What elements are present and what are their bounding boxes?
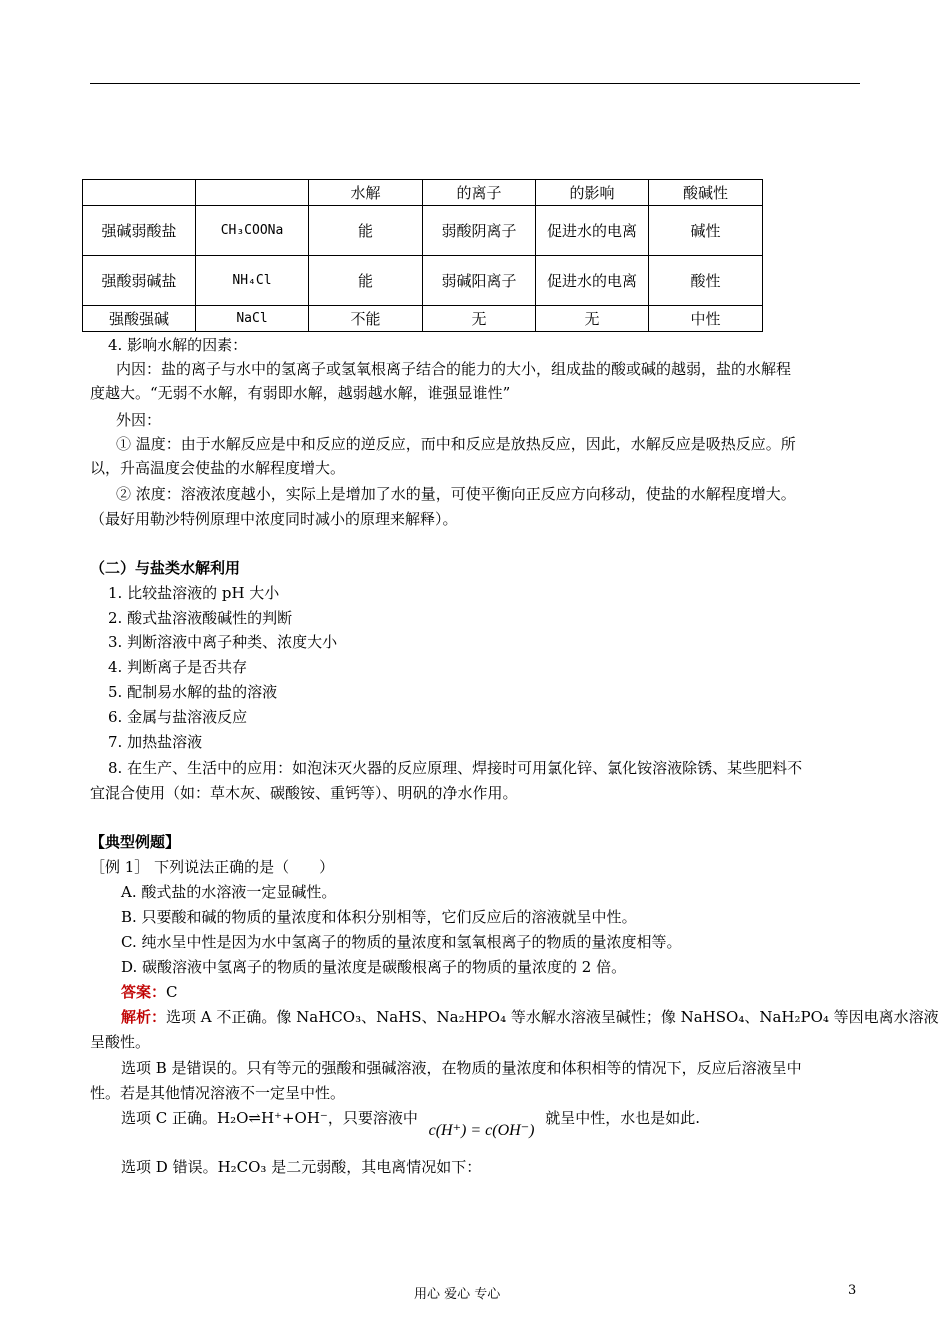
option-c-suffix: 就呈中性，水也是如此. (545, 1109, 701, 1127)
header-rule (90, 83, 860, 84)
table-cell: 碱性 (649, 206, 763, 256)
factors-temperature-line2: 以，升高温度会使盐的水解程度增大。 (90, 459, 346, 477)
list-item: 3. 判断溶液中离子种类、浓度大小 (108, 633, 338, 651)
examples-title: 【典型例题】 (90, 833, 181, 851)
table-cell: 无 (536, 306, 649, 332)
analysis-label: 解析： (121, 1008, 167, 1026)
table-header-cell (196, 180, 309, 206)
answer-label: 答案： (121, 983, 167, 1001)
list-item-continuation: 宜混合使用（如：草木灰、碳酸铵、重钙等）、明矾的净水作用。 (90, 784, 518, 802)
table-header-cell: 水解 (309, 180, 423, 206)
factors-external: 外因： (116, 411, 162, 429)
analysis-line1 (121, 1006, 939, 1028)
table-header-cell: 的离子 (423, 180, 536, 206)
table-row (83, 306, 763, 332)
page-number: 3 (848, 1283, 857, 1298)
option-c-analysis (121, 1107, 701, 1139)
factors-internal-line1: 内因：盐的离子与水中的氢离子或氢氧根离子结合的能力的大小，组成盐的酸或碱的越弱，盐的水解程 (116, 360, 792, 378)
answer-line (121, 981, 178, 1003)
salt-hydrolysis-table (82, 179, 763, 332)
factors-title: 4. 影响水解的因素： (108, 336, 248, 354)
option-d-analysis: 选项 D 错误。H₂CO₃ 是二元弱酸，其电离情况如下： (121, 1158, 482, 1176)
answer-value: C (166, 983, 178, 1001)
table-cell: 不能 (309, 306, 423, 332)
factors-concentration-line2: （最好用勒沙特例原理中浓度同时减小的原理来解释）。 (90, 510, 458, 528)
list-item: 5. 配制易水解的盐的溶液 (108, 683, 278, 701)
footer-text: 用心 爱心 专心 (414, 1287, 501, 1302)
table-cell: NH₄Cl (196, 256, 309, 306)
table-cell: 强酸弱碱盐 (83, 256, 196, 306)
table-cell: 能 (309, 256, 423, 306)
table-cell: 促进水的电离 (536, 206, 649, 256)
table-cell: 弱碱阳离子 (423, 256, 536, 306)
option-b-analysis-line2: 性。若是其他情况溶液不一定呈中性。 (90, 1084, 346, 1102)
option-d: D. 碳酸溶液中氢离子的物质的量浓度是碳酸根离子的物质的量浓度的 2 倍。 (121, 958, 627, 976)
table-header-cell (83, 180, 196, 206)
list-item: 4. 判断离子是否共存 (108, 658, 248, 676)
list-item: 1. 比较盐溶液的 pH 大小 (108, 584, 280, 602)
equality-formula: c(H⁺) = c(OH⁻) (428, 1122, 535, 1139)
table-row (83, 206, 763, 256)
table-header-cell: 酸碱性 (649, 180, 763, 206)
table-cell: 强酸强碱 (83, 306, 196, 332)
section-title: （二）与盐类水解利用 (90, 559, 241, 577)
table-cell: 能 (309, 206, 423, 256)
table-cell: 酸性 (649, 256, 763, 306)
table-header-cell: 的影响 (536, 180, 649, 206)
table-header-row (83, 180, 763, 206)
table-cell: NaCl (196, 306, 309, 332)
list-item: 6. 金属与盐溶液反应 (108, 708, 248, 726)
table-cell: 中性 (649, 306, 763, 332)
list-item: 7. 加热盐溶液 (108, 733, 203, 751)
option-b-analysis-line1: 选项 B 是错误的。只有等元的强酸和强碱溶液，在物质的量浓度和体积相等的情况下，反应后溶液呈中 (121, 1059, 802, 1077)
list-item: 8. 在生产、生活中的应用：如泡沫灭火器的反应原理、焊接时可用氯化锌、氯化铵溶液除锈、某些肥料不 (108, 759, 803, 777)
list-item: 2. 酸式盐溶液酸碱性的判断 (108, 609, 293, 627)
table-cell: CH₃COONa (196, 206, 309, 256)
option-a: A. 酸式盐的水溶液一定显碱性。 (121, 883, 337, 901)
example-question: ［例 1］ 下列说法正确的是（ ） (90, 858, 335, 876)
table-cell: 弱酸阴离子 (423, 206, 536, 256)
option-c: C. 纯水呈中性是因为水中氢离子的物质的量浓度和氢氧根离子的物质的量浓度相等。 (121, 933, 682, 951)
table-cell: 强碱弱酸盐 (83, 206, 196, 256)
factors-temperature-line1: ① 温度：由于水解反应是中和反应的逆反应，而中和反应是放热反应，因此，水解反应是吸热反应。所 (116, 435, 796, 453)
factors-concentration-line1: ② 浓度：溶液浓度越小，实际上是增加了水的量，可使平衡向正反应方向移动，使盐的水解程度增大。 (116, 485, 796, 503)
table-row (83, 256, 763, 306)
option-b: B. 只要酸和碱的物质的量浓度和体积分别相等，它们反应后的溶液就呈中性。 (121, 908, 637, 926)
table-cell: 促进水的电离 (536, 256, 649, 306)
analysis-line2: 呈酸性。 (90, 1033, 151, 1051)
analysis-text: 选项 A 不正确。像 NaHCO₃、NaHS、Na₂HPO₄ 等水解水溶液呈碱性；像 NaHSO₄、NaH₂PO₄ 等因电离水溶液 (166, 1008, 939, 1026)
table-cell: 无 (423, 306, 536, 332)
option-c-prefix: 选项 C 正确。H₂O⇌H⁺+OH⁻，只要溶液中 (121, 1109, 418, 1127)
factors-internal-line2: 度越大。“无弱不水解，有弱即水解，越弱越水解，谁强显谁性” (90, 384, 511, 402)
